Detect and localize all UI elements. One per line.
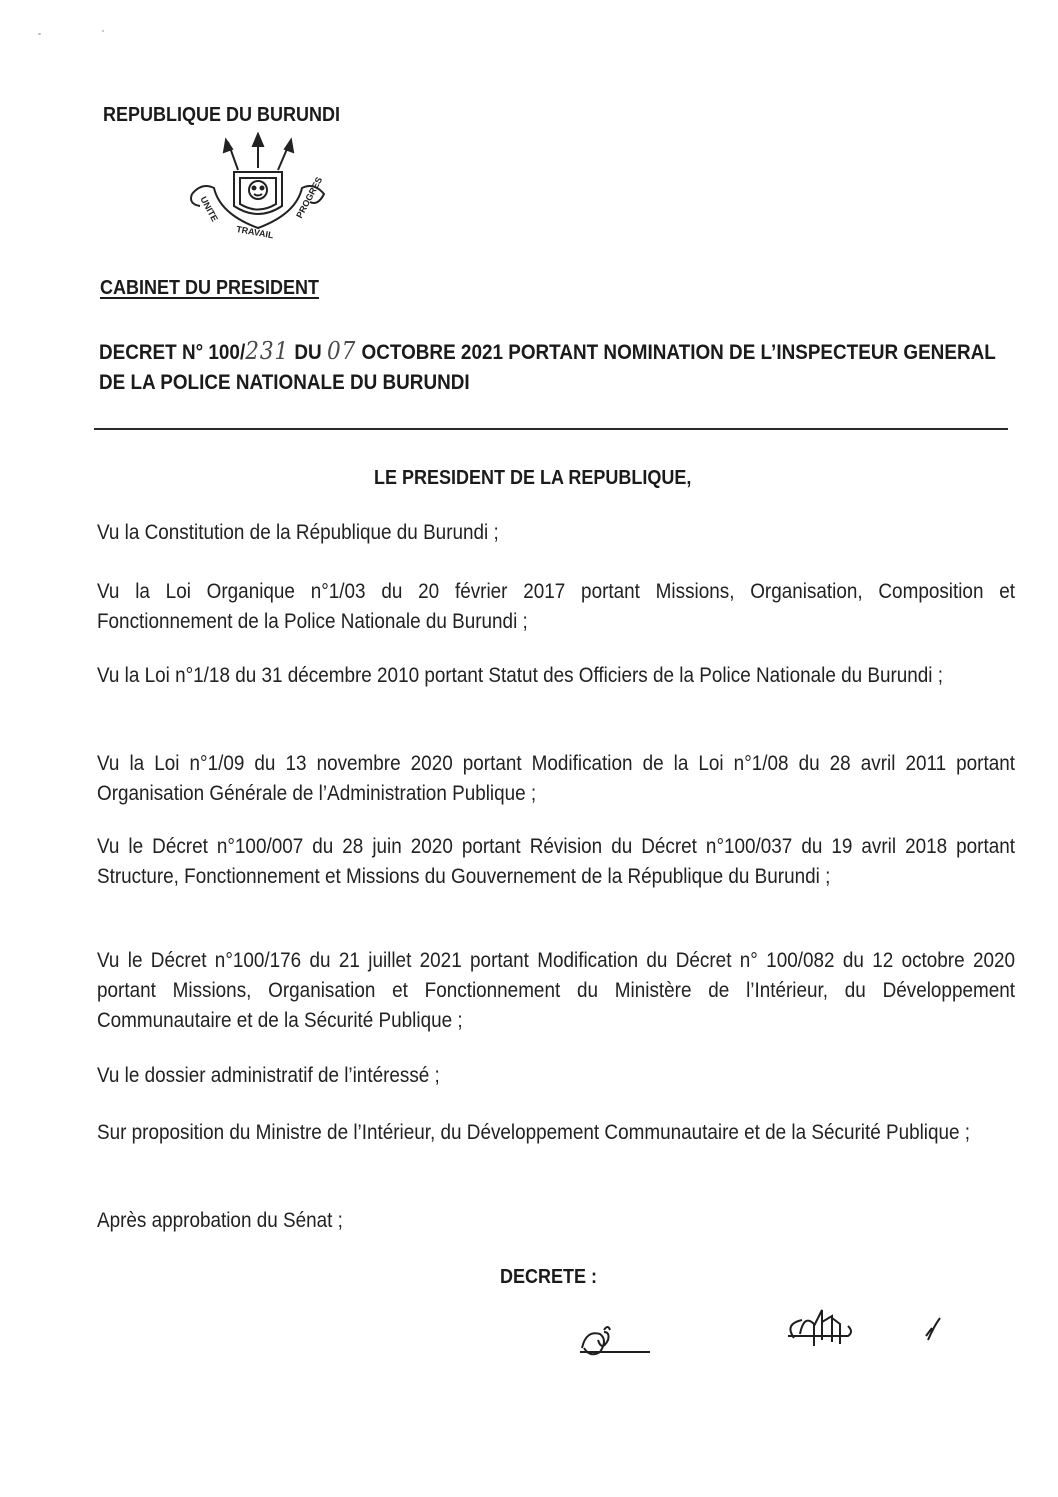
president-heading: LE PRESIDENT DE LA REPUBLIQUE, bbox=[374, 467, 692, 489]
decree-title bbox=[99, 336, 1008, 398]
decree-title-middle: DU bbox=[294, 341, 322, 364]
burundi-coat-of-arms-icon bbox=[178, 132, 338, 244]
visa-paragraph: Vu la Loi Organique n°1/03 du 20 février 2017 portant Missions, Organisation, Composition et Fonctionnement de la Police Nationale du Burundi ; bbox=[97, 580, 1015, 633]
decree-day-handwritten: 07 bbox=[326, 337, 357, 365]
visa-paragraph: Vu le dossier administratif de l’intéressé ; bbox=[97, 1064, 440, 1087]
decree-title-suffix: OCTOBRE 2021 PORTANT NOMINATION DE L’INSPECTEUR GENERAL DE LA POLICE NATIONALE DU BURUNDI bbox=[99, 341, 996, 394]
motto-progres: PROGRES bbox=[294, 175, 325, 220]
cabinet-heading: CABINET DU PRESIDENT bbox=[100, 277, 320, 299]
visa-paragraph: Vu le Décret n°100/176 du 21 juillet 2021 portant Modification du Décret n° 100/082 du 12 octobre 2020 portant Missions, Organisation et Fonctionnement du Ministère de l’Intérieur, du Développement Communautaire et de la Sécurité Publique ; bbox=[97, 949, 1015, 1032]
motto-travail: TRAVAIL bbox=[235, 224, 275, 241]
visa-paragraph: Vu la Loi n°1/09 du 13 novembre 2020 portant Modification de la Loi n°1/08 du 28 avril 2011 portant Organisation Générale de l’Administration Publique ; bbox=[97, 752, 1015, 805]
republic-heading: REPUBLIQUE DU BURUNDI bbox=[103, 104, 341, 126]
visa-paragraph: Vu le Décret n°100/007 du 28 juin 2020 portant Révision du Décret n°100/037 du 19 avril 2018 portant Structure, Fonctionnement et Missions du Gouvernement de la République du Burundi ; bbox=[97, 835, 1015, 888]
decree-title-prefix: DECRET N° 100/ bbox=[99, 341, 246, 364]
scan-speck bbox=[38, 33, 41, 35]
decree-number-handwritten: 231 bbox=[245, 337, 290, 365]
visa-paragraph: Après approbation du Sénat ; bbox=[97, 1209, 343, 1232]
title-divider bbox=[94, 428, 1008, 430]
visa-paragraph: Sur proposition du Ministre de l’Intérieur, du Développement Communautaire et de la Sécurité Publique ; bbox=[97, 1121, 971, 1144]
scan-speck bbox=[102, 30, 104, 32]
decrete-heading: DECRETE : bbox=[500, 1266, 598, 1288]
visa-paragraph: Vu la Constitution de la République du Burundi ; bbox=[97, 521, 499, 544]
motto-unite: UNITE bbox=[198, 194, 220, 224]
visa-paragraph: Vu la Loi n°1/18 du 31 décembre 2010 portant Statut des Officiers de la Police Nationale du Burundi ; bbox=[97, 664, 943, 687]
handwritten-initials bbox=[570, 1300, 970, 1370]
